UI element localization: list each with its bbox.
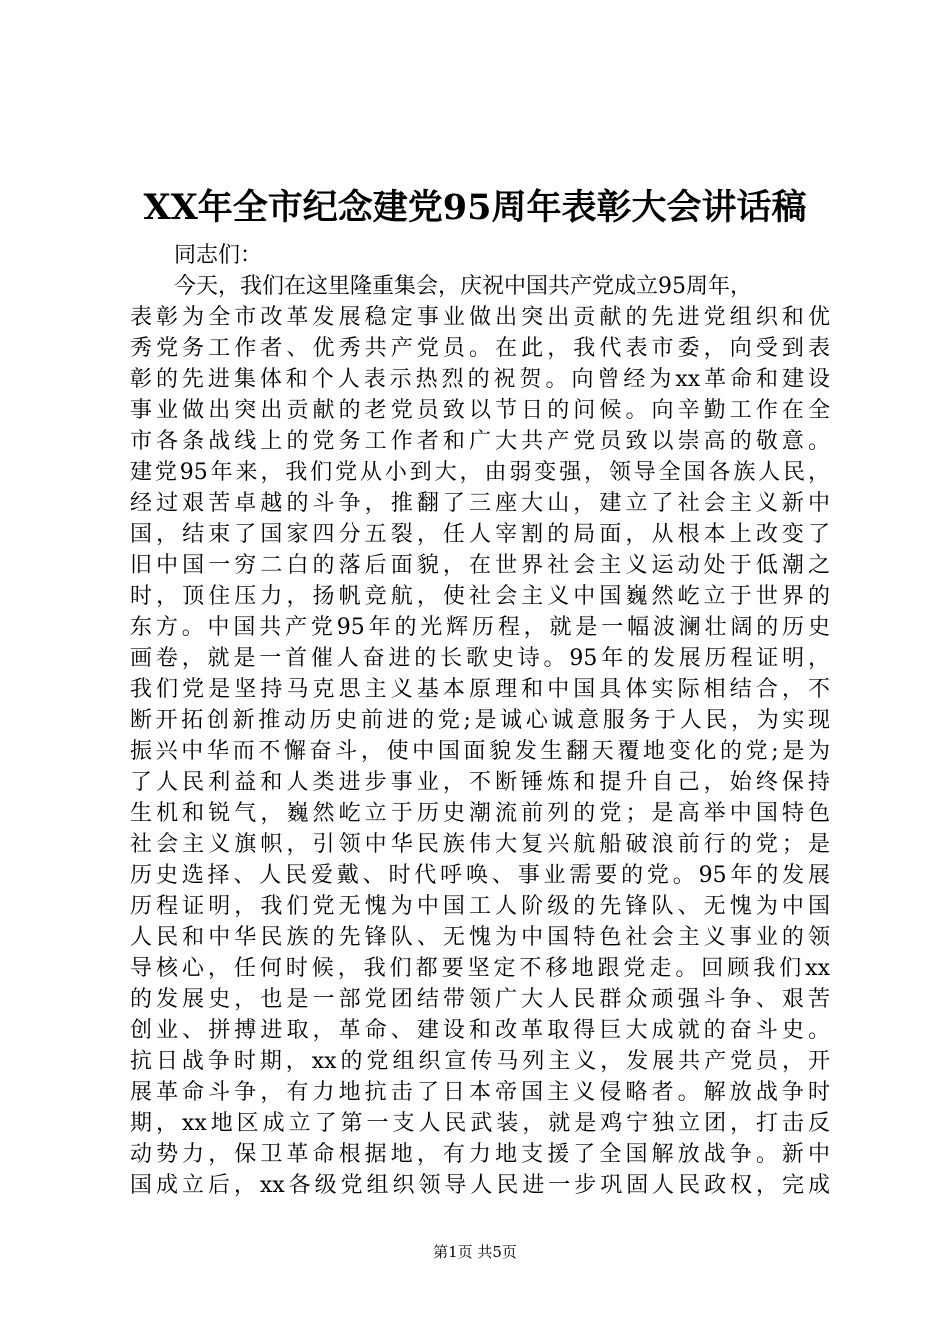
paragraph-line: 导核心，任何时候，我们都要坚定不移地跟党走。回顾我们xx <box>130 956 830 981</box>
paragraph-line: 期，xx地区成立了第一支人民武装，就是鸡宁独立团，打击反 <box>130 1111 830 1136</box>
paragraph-line: 经过艰苦卓越的斗争，推翻了三座大山，建立了社会主义新中 <box>130 491 830 516</box>
paragraph-line: 建党95年来，我们党从小到大，由弱变强，领导全国各族人民， <box>130 460 830 485</box>
paragraph-line: 时，顶住压力，扬帆竞航，使社会主义中国巍然屹立于世界的 <box>130 584 830 609</box>
paragraph-line: 今天，我们在这里隆重集会，庆祝中国共产党成立95周年， <box>174 274 752 299</box>
paragraph-line: 展革命斗争，有力地抗击了日本帝国主义侵略者。解放战争时 <box>130 1080 830 1105</box>
paragraph-line: 创业、拼搏进取，革命、建设和改革取得巨大成就的奋斗史。 <box>130 1018 830 1043</box>
paragraph-line: 人民和中华民族的先锋队、无愧为中国特色社会主义事业的领 <box>130 925 830 950</box>
paragraph-line: 事业做出突出贡献的老党员致以节日的问候。向辛勤工作在全 <box>130 398 830 423</box>
document-body <box>130 240 830 1201</box>
paragraph-line: 国，结束了国家四分五裂，任人宰割的局面，从根本上改变了 <box>130 522 830 547</box>
paragraph-line: 断开拓创新推动历史前进的党;是诚心诚意服务于人民，为实现 <box>130 708 830 733</box>
paragraph-line: 画卷，就是一首催人奋进的长歌史诗。95年的发展历程证明， <box>130 646 830 671</box>
paragraph-line: 市各条战线上的党务工作者和广大共产党员致以崇高的敬意。 <box>130 429 830 454</box>
paragraph-line: 表彰为全市改革发展稳定事业做出突出贡献的先进党组织和优 <box>130 305 830 330</box>
paragraph-line: 振兴中华而不懈奋斗，使中国面貌发生翻天覆地变化的党;是为 <box>130 739 830 764</box>
paragraph-line: 秀党务工作者、优秀共产党员。在此，我代表市委，向受到表 <box>130 336 830 361</box>
paragraph-line: 生机和锐气，巍然屹立于历史潮流前列的党；是高举中国特色 <box>130 801 830 826</box>
paragraph-line: 彰的先进集体和个人表示热烈的祝贺。向曾经为xx革命和建设 <box>130 367 830 392</box>
paragraph-line: 动势力，保卫革命根据地，有力地支援了全国解放战争。新中 <box>130 1142 830 1167</box>
paragraph-line: 东方。中国共产党95年的光辉历程，就是一幅波澜壮阔的历史 <box>130 615 830 640</box>
paragraph-line: 社会主义旗帜，引领中华民族伟大复兴航船破浪前行的党；是 <box>130 832 830 857</box>
paragraph-line: 抗日战争时期，xx的党组织宣传马列主义，发展共产党员，开 <box>130 1049 830 1074</box>
paragraph-line: 旧中国一穷二白的落后面貌，在世界社会主义运动处于低潮之 <box>130 553 830 578</box>
paragraph-line: 了人民利益和人类进步事业，不断锤炼和提升自己，始终保持 <box>130 770 830 795</box>
paragraph-line: 历程证明，我们党无愧为中国工人阶级的先锋队、无愧为中国 <box>130 894 830 919</box>
document-title: XX年全市纪念建党95周年表彰大会讲话稿 <box>143 187 807 228</box>
paragraph-line: 国成立后，xx各级党组织领导人民进一步巩固人民政权，完成 <box>130 1173 830 1198</box>
page-footer: 第1页 共5页 <box>433 1243 517 1261</box>
greeting-line: 同志们： <box>174 243 263 268</box>
paragraph-line: 历史选择、人民爱戴、时代呼唤、事业需要的党。95年的发展 <box>130 863 830 888</box>
paragraph-line: 的发展史，也是一部党团结带领广大人民群众顽强斗争、艰苦 <box>130 987 830 1012</box>
paragraph-line: 我们党是坚持马克思主义基本原理和中国具体实际相结合，不 <box>130 677 830 702</box>
